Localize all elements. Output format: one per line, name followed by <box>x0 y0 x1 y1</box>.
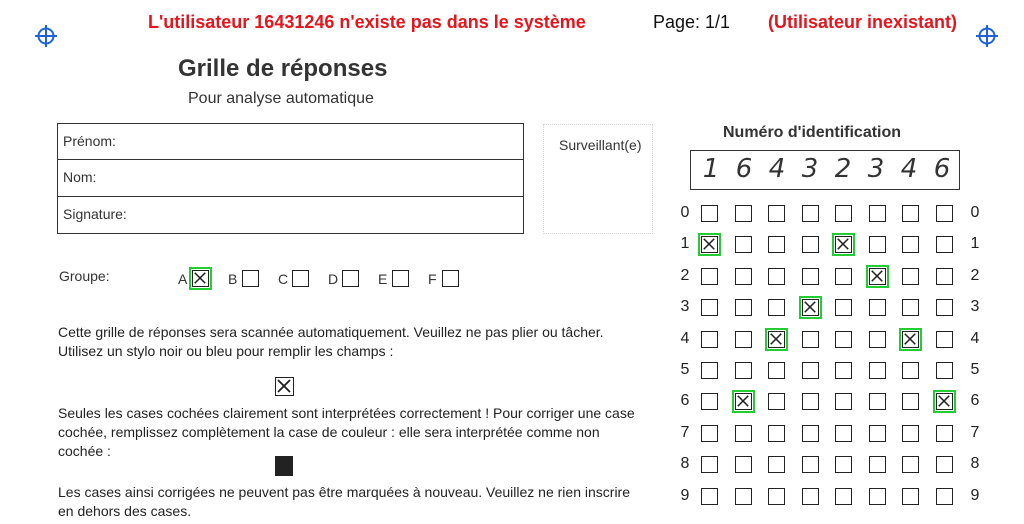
handwritten-id-box <box>690 150 960 190</box>
row-label-right: 8 <box>970 455 980 473</box>
id-digit-checkbox[interactable] <box>835 456 852 473</box>
cross-mark-icon <box>937 394 951 408</box>
row-label-right: 3 <box>970 298 980 316</box>
instruction-line: Utilisez un stylo noir ou bleu pour remplir les champs : <box>58 343 394 359</box>
id-digit-checkbox[interactable] <box>936 331 953 348</box>
cross-mark-icon <box>193 271 207 285</box>
divider <box>58 159 523 160</box>
row-label-right: 6 <box>970 392 980 410</box>
row-label-right: 0 <box>970 204 980 221</box>
group-option-letter: E <box>378 271 388 287</box>
row-label-right: 4 <box>970 329 980 347</box>
group-option-checkbox[interactable] <box>442 270 459 287</box>
id-digit-checkbox[interactable] <box>735 268 752 285</box>
group-option-letter: B <box>228 271 238 287</box>
crosshair-target-icon <box>975 24 999 48</box>
id-digit-checkbox[interactable] <box>735 425 752 442</box>
supervisor-box <box>543 124 653 234</box>
instruction-line: Cette grille de réponses sera scannée automatiquement. Veuillez ne pas plier ou tâcher. <box>58 324 604 340</box>
instruction-line: en dehors des cases. <box>58 503 192 519</box>
handwritten-digit: 6 <box>735 154 753 184</box>
id-digit-checkbox[interactable] <box>768 425 785 442</box>
page-indicator: Page: 1/1 <box>653 12 731 32</box>
id-digit-checkbox[interactable] <box>902 268 919 285</box>
first-name-label: Prénom: <box>63 133 116 149</box>
id-digit-checkbox[interactable] <box>902 362 919 379</box>
id-digit-checkbox[interactable] <box>768 299 785 316</box>
id-digit-checkbox[interactable] <box>768 362 785 379</box>
id-digit-checkbox[interactable] <box>735 393 752 410</box>
group-option-letter: C <box>278 271 289 287</box>
id-digit-checkbox[interactable] <box>768 268 785 285</box>
handwritten-digit: 6 <box>933 154 951 184</box>
id-digit-checkbox[interactable] <box>701 393 718 410</box>
id-digit-checkbox[interactable] <box>802 205 819 222</box>
row-label-left: 7 <box>680 423 690 441</box>
cross-mark-icon <box>903 332 917 346</box>
id-digit-checkbox[interactable] <box>936 425 953 442</box>
id-digit-checkbox[interactable] <box>869 268 886 285</box>
row-label-left: 4 <box>680 329 690 347</box>
id-digit-checkbox[interactable] <box>701 362 718 379</box>
id-digit-checkbox[interactable] <box>802 456 819 473</box>
cross-mark-icon <box>870 269 884 283</box>
id-digit-checkbox[interactable] <box>768 205 785 222</box>
id-digit-checkbox[interactable] <box>835 205 852 222</box>
group-option-checkbox[interactable] <box>242 270 259 287</box>
id-digit-checkbox[interactable] <box>869 205 886 222</box>
id-digit-checkbox[interactable] <box>835 236 852 253</box>
id-digit-checkbox[interactable] <box>902 456 919 473</box>
id-digit-checkbox[interactable] <box>869 331 886 348</box>
id-digit-checkbox[interactable] <box>802 268 819 285</box>
group-option-checkbox[interactable] <box>392 270 409 287</box>
id-title: Numéro d'identification <box>723 124 902 141</box>
sheet-subtitle: Pour analyse automatique <box>188 90 374 107</box>
id-digit-checkbox[interactable] <box>869 236 886 253</box>
id-digit-checkbox[interactable] <box>869 362 886 379</box>
row-label-left: 3 <box>680 298 690 316</box>
id-digit-checkbox[interactable] <box>701 488 718 505</box>
cross-mark-icon <box>769 332 783 346</box>
id-digit-checkbox[interactable] <box>835 488 852 505</box>
cross-mark-icon <box>276 378 292 394</box>
id-digit-checkbox[interactable] <box>701 268 718 285</box>
id-digit-checkbox[interactable] <box>835 393 852 410</box>
id-digit-checkbox[interactable] <box>701 456 718 473</box>
id-digit-checkbox[interactable] <box>735 236 752 253</box>
id-digit-checkbox[interactable] <box>902 425 919 442</box>
id-digit-checkbox[interactable] <box>802 331 819 348</box>
group-option-checkbox[interactable] <box>192 270 209 287</box>
id-digit-checkbox[interactable] <box>768 393 785 410</box>
cross-mark-icon <box>803 300 817 314</box>
id-digit-checkbox[interactable] <box>869 425 886 442</box>
instructions-paragraph-3 <box>58 483 630 521</box>
id-digit-checkbox[interactable] <box>802 393 819 410</box>
id-digit-checkbox[interactable] <box>835 299 852 316</box>
id-digit-checkbox[interactable] <box>768 488 785 505</box>
group-option-checkbox[interactable] <box>342 270 359 287</box>
group-label: Groupe: <box>59 268 110 284</box>
divider <box>58 196 523 197</box>
identity-fields-box <box>57 123 524 234</box>
cross-mark-icon <box>736 394 750 408</box>
id-digit-checkbox[interactable] <box>869 299 886 316</box>
handwritten-digit: 3 <box>801 154 819 184</box>
id-digit-checkbox[interactable] <box>936 488 953 505</box>
id-digit-checkbox[interactable] <box>802 236 819 253</box>
name-label: Nom: <box>63 169 97 185</box>
id-digit-checkbox[interactable] <box>902 236 919 253</box>
id-digit-checkbox[interactable] <box>735 205 752 222</box>
row-label-left: 9 <box>680 486 690 504</box>
id-digit-checkbox[interactable] <box>936 362 953 379</box>
id-digit-checkbox[interactable] <box>701 236 718 253</box>
sheet-title: Grille de réponses <box>178 55 388 82</box>
id-digit-checkbox[interactable] <box>768 236 785 253</box>
instructions-paragraph-1 <box>58 323 604 361</box>
row-label-left: 2 <box>680 266 690 284</box>
handwritten-digit: 4 <box>900 154 918 184</box>
instruction-line: Seules les cases cochées clairement sont interprétées correctement ! Pour corriger une case <box>58 405 635 421</box>
id-digit-checkbox[interactable] <box>869 456 886 473</box>
instructions-paragraph-2 <box>58 404 635 461</box>
row-label-left: 5 <box>680 361 690 378</box>
row-label-right: 1 <box>970 235 980 253</box>
instruction-line: cochée, remplissez complètement la case de couleur : elle sera interprétée comme non <box>58 424 600 440</box>
id-digit-checkbox[interactable] <box>902 393 919 410</box>
id-digit-checkbox[interactable] <box>701 205 718 222</box>
handwritten-digit: 1 <box>702 154 720 184</box>
handwritten-digit: 2 <box>834 154 852 184</box>
id-digit-checkbox[interactable] <box>902 488 919 505</box>
row-label-left: 0 <box>680 204 690 221</box>
id-digit-checkbox[interactable] <box>869 393 886 410</box>
id-digit-checkbox[interactable] <box>701 425 718 442</box>
instruction-line: cochée : <box>58 443 111 459</box>
id-digit-checkbox[interactable] <box>735 488 752 505</box>
group-option-letter: A <box>178 271 188 287</box>
error-message: L'utilisateur 16431246 n'existe pas dans le système <box>148 12 586 32</box>
id-digit-checkbox[interactable] <box>802 299 819 316</box>
row-label-right: 7 <box>970 423 980 441</box>
handwritten-digit: 4 <box>768 154 786 184</box>
handwritten-digit: 3 <box>867 154 885 184</box>
id-digit-checkbox[interactable] <box>902 331 919 348</box>
id-digit-checkbox[interactable] <box>735 331 752 348</box>
id-digit-checkbox[interactable] <box>936 205 953 222</box>
row-label-right: 9 <box>970 486 980 504</box>
id-digit-checkbox[interactable] <box>701 331 718 348</box>
example-checked-box <box>275 377 294 396</box>
id-digit-checkbox[interactable] <box>835 362 852 379</box>
group-option-checkbox[interactable] <box>292 270 309 287</box>
id-digit-checkbox[interactable] <box>802 425 819 442</box>
id-digit-checkbox[interactable] <box>835 331 852 348</box>
id-digit-checkbox[interactable] <box>802 488 819 505</box>
id-digit-checkbox[interactable] <box>735 299 752 316</box>
row-label-left: 8 <box>680 455 690 473</box>
example-filled-box <box>275 456 293 476</box>
crosshair-target-icon <box>34 24 58 48</box>
supervisor-label: Surveillant(e) <box>559 137 642 153</box>
id-digit-checkbox[interactable] <box>936 268 953 285</box>
id-digit-checkbox[interactable] <box>701 299 718 316</box>
row-label-left: 1 <box>680 235 690 253</box>
group-option-letter: D <box>328 271 339 287</box>
id-digit-checkbox[interactable] <box>936 236 953 253</box>
row-label-right: 2 <box>970 266 980 284</box>
id-digit-checkbox[interactable] <box>835 425 852 442</box>
signature-label: Signature: <box>63 206 127 222</box>
id-digit-checkbox[interactable] <box>869 488 886 505</box>
id-digit-checkbox[interactable] <box>735 362 752 379</box>
group-option-letter: F <box>428 271 437 287</box>
id-digit-checkbox[interactable] <box>902 205 919 222</box>
status-label: (Utilisateur inexistant) <box>768 12 958 32</box>
row-label-left: 6 <box>680 392 690 410</box>
id-digit-checkbox[interactable] <box>768 456 785 473</box>
row-label-right: 5 <box>970 361 980 378</box>
id-digit-checkbox[interactable] <box>936 393 953 410</box>
instruction-line: Les cases ainsi corrigées ne peuvent pas être marquées à nouveau. Veuillez ne rien inscrire <box>58 484 630 500</box>
id-digit-checkbox[interactable] <box>902 299 919 316</box>
id-digit-checkbox[interactable] <box>835 268 852 285</box>
id-digit-checkbox[interactable] <box>768 331 785 348</box>
id-digit-checkbox[interactable] <box>735 456 752 473</box>
cross-mark-icon <box>702 237 716 251</box>
id-digit-checkbox[interactable] <box>936 299 953 316</box>
id-digit-checkbox[interactable] <box>936 456 953 473</box>
cross-mark-icon <box>836 237 850 251</box>
id-digit-checkbox[interactable] <box>802 362 819 379</box>
